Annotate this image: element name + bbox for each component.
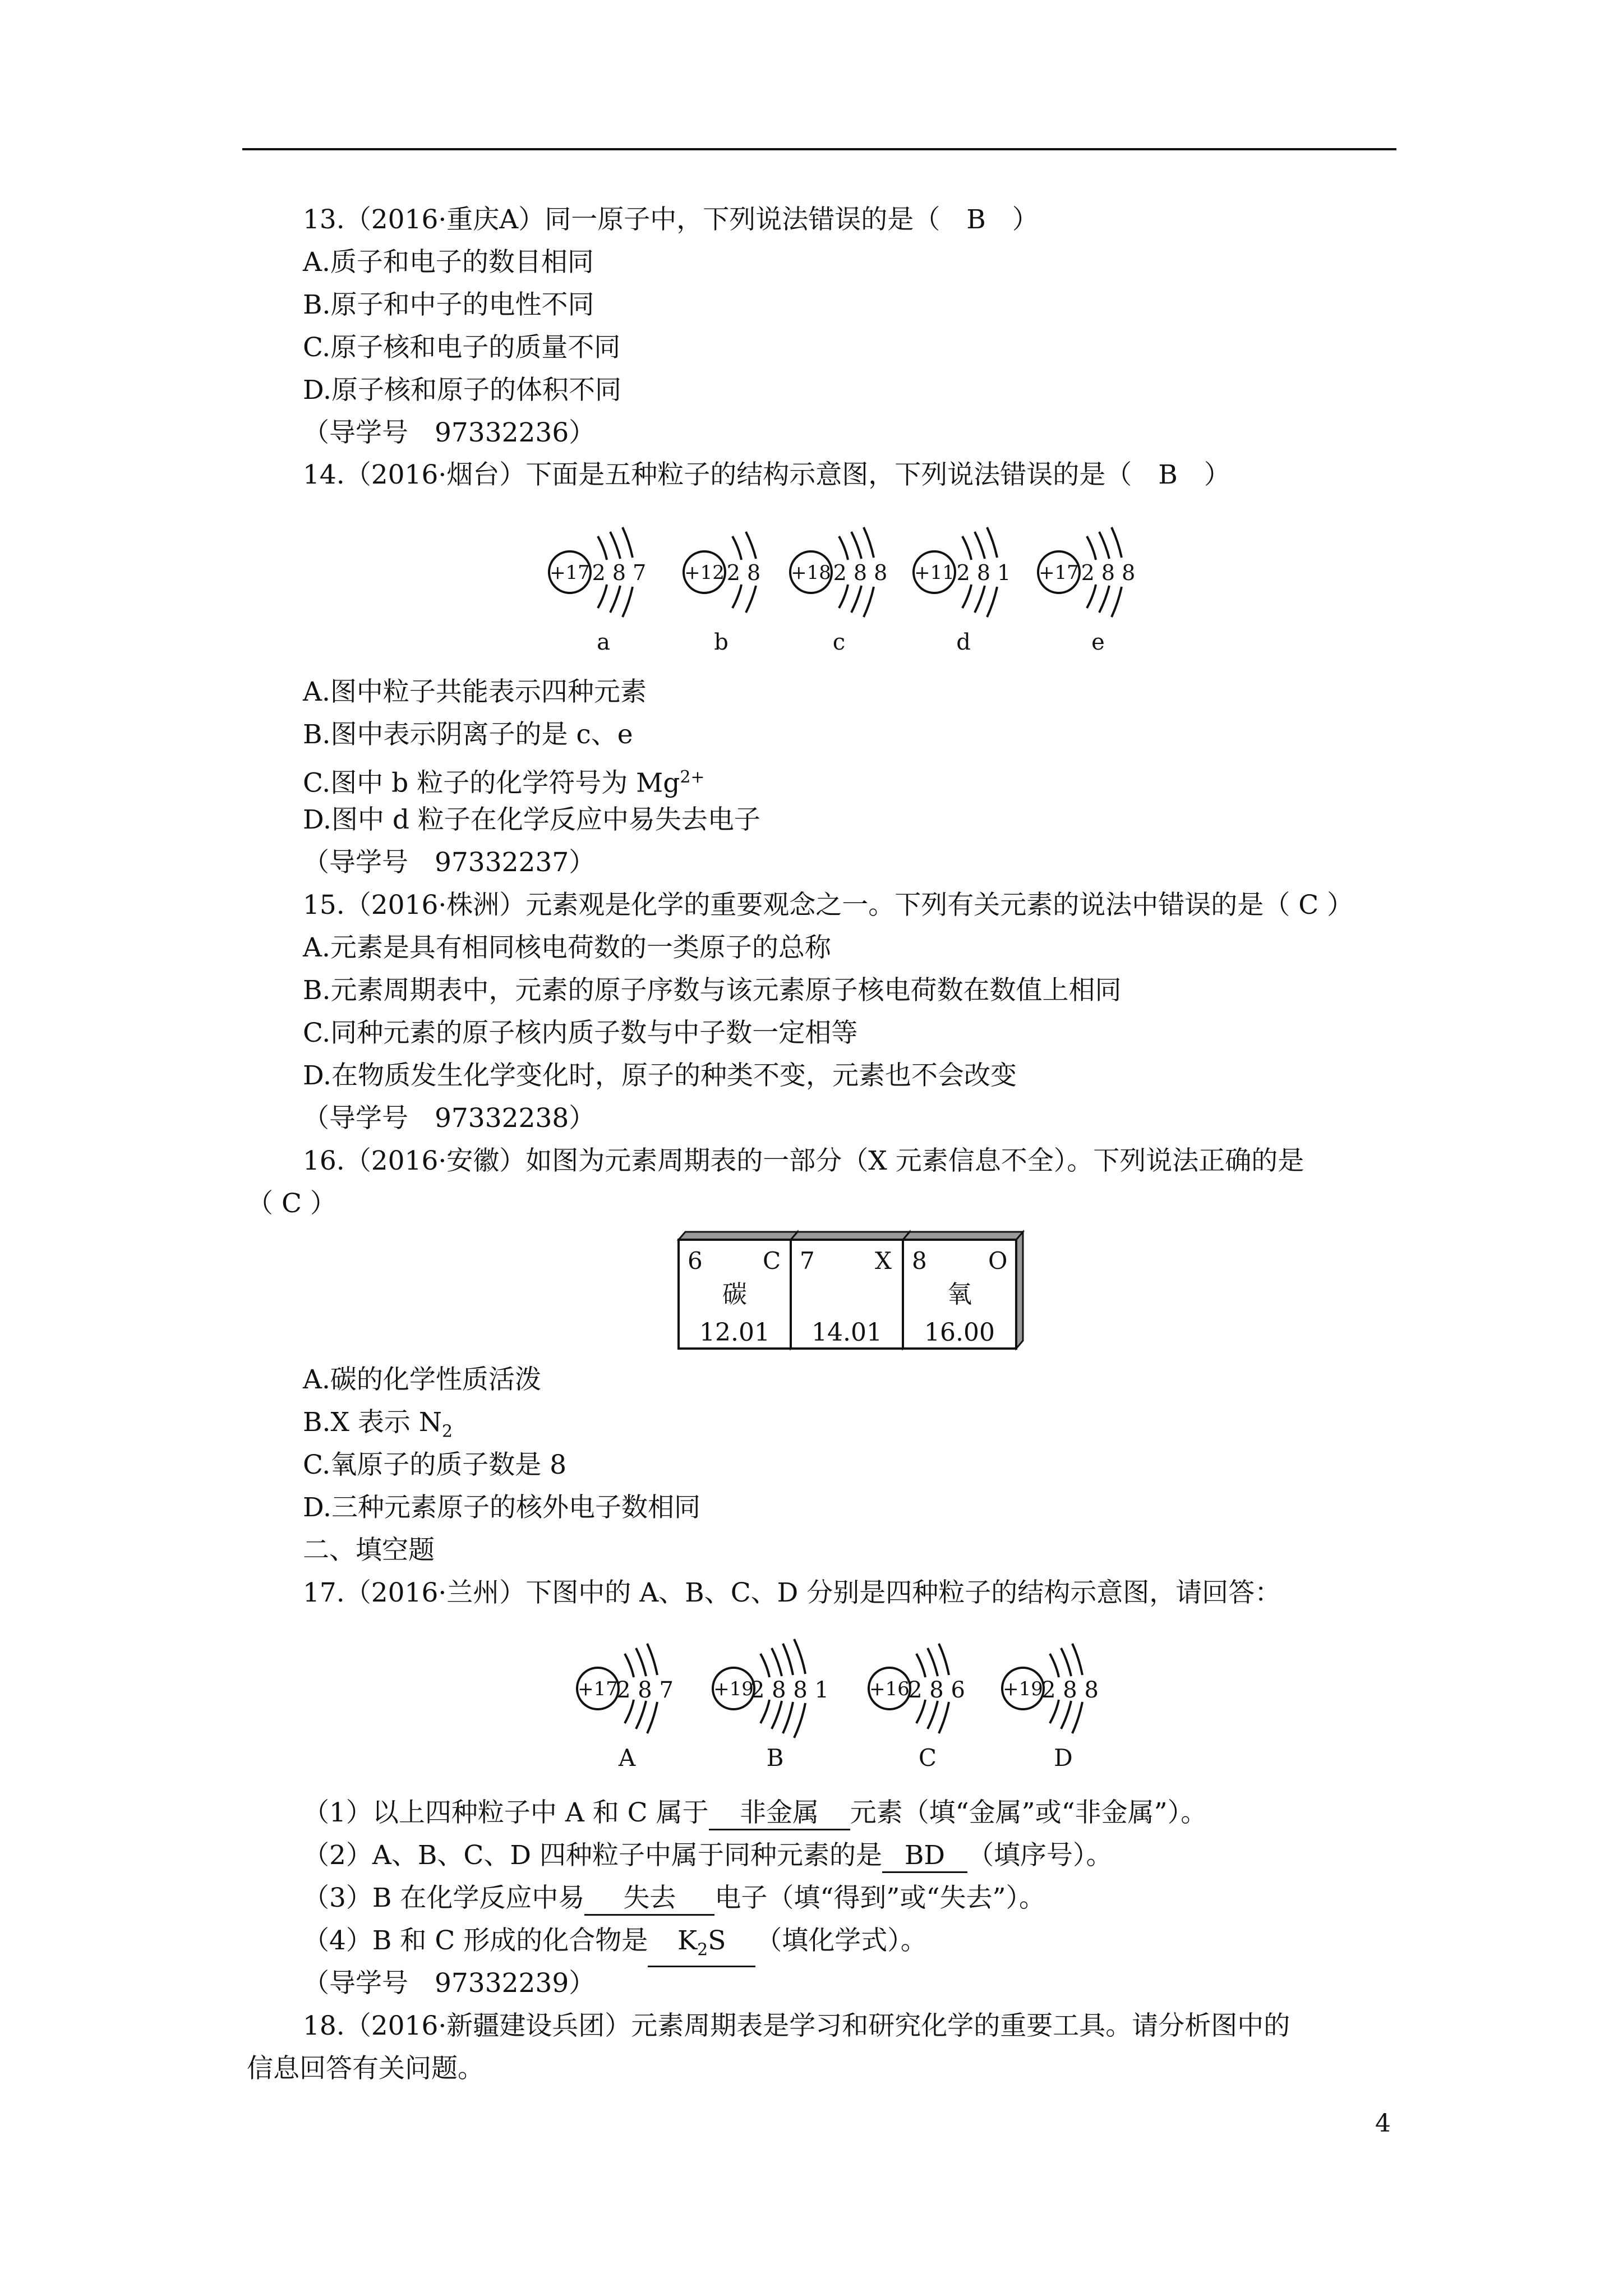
atom-e-electrons: 2 8 8 (1081, 560, 1136, 585)
atom-D-label: D (1054, 1744, 1073, 1772)
q13-option-a: A.质子和电子的数目相同 (303, 247, 594, 278)
q16-option-c: C.氧原子的质子数是 8 (303, 1450, 567, 1480)
atom-c-label: c (832, 629, 846, 655)
oxygen-name: 氧 (947, 1280, 972, 1309)
q15-option-a: A.元素是具有相同核电荷数的一类原子的总称 (303, 932, 831, 963)
q17-answer-3: 失去 (584, 1883, 714, 1916)
x-mass: 14.01 (811, 1318, 882, 1347)
atom-d-electrons: 2 8 1 (956, 560, 1011, 585)
q13-stem: 13.（2016·重庆A）同一原子中，下列说法错误的是（ B ） (303, 204, 1039, 235)
q18-stem-tail: 信息回答有关问题。 (247, 2053, 484, 2084)
atom-d-label: d (956, 629, 971, 655)
q17-answer-4: $K_2S$ (648, 1925, 755, 1967)
q17-sub2: （2）A、B、C、D 四种粒子中属于同种元素的是 BD （填序号）。 (303, 1838, 1112, 1874)
x-symbol: X (875, 1247, 892, 1274)
page-number: 4 (1375, 2109, 1391, 2138)
q14-option-a: A.图中粒子共能表示四种元素 (303, 677, 647, 707)
q14-stem: 14.（2016·烟台）下面是五种粒子的结构示意图，下列说法错误的是（ B ） (303, 459, 1230, 490)
q15-option-b: B.元素周期表中，元素的原子序数与该元素原子核电荷数在数值上相同 (303, 975, 1122, 1006)
atom-C-electrons: 2 8 6 (908, 1677, 965, 1703)
atom-a-electrons: 2 8 7 (592, 560, 647, 585)
atom-b-charge: +12 (684, 562, 725, 584)
q13-option-b: B.原子和中子的电性不同 (303, 289, 594, 320)
q16-option-d: D.三种元素原子的核外电子数相同 (303, 1492, 700, 1523)
q17-stem: 17.（2016·兰州）下图中的 A、B、C、D 分别是四种粒子的结构示意图，请回答： (303, 1577, 1281, 1608)
q17-sub1: （1）以上四种粒子中 A 和 C 属于 非金属 元素（填“金属”或“非金属”）。 (303, 1795, 1207, 1831)
q15-option-c: C.同种元素的原子核内质子数与中子数一定相等 (303, 1018, 858, 1048)
q18-stem: 18.（2016·新疆建设兵团）元素周期表是学习和研究化学的重要工具。请分析图中的 (303, 2010, 1290, 2041)
q14-ref: （导学号 97332237） (303, 847, 596, 878)
carbon-mass: 12.01 (699, 1318, 770, 1347)
atom-A-electrons: 2 8 7 (616, 1677, 674, 1703)
q13-ref: （导学号 97332236） (303, 417, 596, 448)
q16-option-a: A.碳的化学性质活泼 (303, 1364, 541, 1395)
q15-stem: 15.（2016·株洲）元素观是化学的重要观念之一。下列有关元素的说法中错误的是（ C ） (303, 890, 1354, 921)
q16-option-b-subscript: 2 (441, 1421, 453, 1442)
atom-D-charge: +19 (1003, 1678, 1043, 1700)
atom-e-label: e (1091, 629, 1105, 655)
atom-c-charge: +18 (791, 562, 831, 584)
x-number: 7 (800, 1247, 815, 1274)
atom-d-charge: +11 (914, 562, 955, 584)
q14-option-d: D.图中 d 粒子在化学反应中易失去电子 (303, 804, 760, 835)
atom-C-charge: +16 (869, 1678, 910, 1700)
atom-C-label: C (918, 1744, 937, 1772)
q15-option-d: D.在物质发生化学变化时，原子的种类不变，元素也不会改变 (303, 1060, 1017, 1091)
q14-option-b: B.图中表示阴离子的是 c、e (303, 719, 633, 750)
q17-sub4: （4）B 和 C 形成的化合物是 $K_2S$ （填化学式）。 (303, 1923, 927, 1967)
q17-answer-2: BD (882, 1840, 967, 1873)
q17-ref: （导学号 97332239） (303, 1968, 596, 1999)
atom-A-charge: +17 (578, 1678, 618, 1700)
q14-atom-diagrams (538, 505, 1166, 662)
atom-a-charge: +17 (550, 562, 590, 584)
oxygen-symbol: O (988, 1247, 1008, 1274)
q17-atom-diagrams (566, 1621, 1127, 1778)
q15-ref: （导学号 97332238） (303, 1103, 596, 1134)
q17-answer-1: 非金属 (709, 1797, 850, 1830)
atom-A-label: A (618, 1744, 636, 1772)
atom-e-charge: +17 (1039, 562, 1079, 584)
header-rule (242, 148, 1396, 150)
q16-option-b: B.X 表示 $N_2$ (303, 1407, 453, 1442)
carbon-number: 6 (688, 1247, 703, 1274)
periodic-table-fragment (667, 1223, 1032, 1358)
section-heading: 二、填空题 (303, 1535, 435, 1566)
carbon-symbol: C (763, 1247, 781, 1274)
q13-option-c: C.原子核和电子的质量不同 (303, 332, 621, 363)
atom-B-charge: +19 (713, 1678, 754, 1700)
atom-B-label: B (766, 1744, 784, 1772)
atom-b-label: b (714, 629, 728, 655)
oxygen-number: 8 (912, 1247, 927, 1274)
q14-option-c: C.图中 b 粒子的化学符号为 $Mg^{2+}$ (303, 767, 705, 799)
carbon-name: 碳 (722, 1280, 747, 1309)
q16-stem-tail: （ C ） (247, 1188, 336, 1219)
atom-c-electrons: 2 8 8 (833, 560, 888, 585)
q16-stem: 16.（2016·安徽）如图为元素周期表的一部分（X 元素信息不全）。下列说法正确的是 (303, 1145, 1304, 1176)
oxygen-mass: 16.00 (924, 1318, 995, 1347)
atom-a-label: a (597, 629, 610, 655)
q13-option-d: D.原子核和原子的体积不同 (303, 375, 621, 406)
q17-sub3: （3）B 在化学反应中易 失去 电子（填“得到”或“失去”）。 (303, 1880, 1045, 1916)
atom-b-electrons: 2 8 (726, 560, 761, 585)
atom-B-electrons: 2 8 8 1 (750, 1677, 829, 1703)
atom-D-electrons: 2 8 8 (1041, 1677, 1099, 1703)
q14-option-c-charge: 2+ (680, 767, 705, 787)
